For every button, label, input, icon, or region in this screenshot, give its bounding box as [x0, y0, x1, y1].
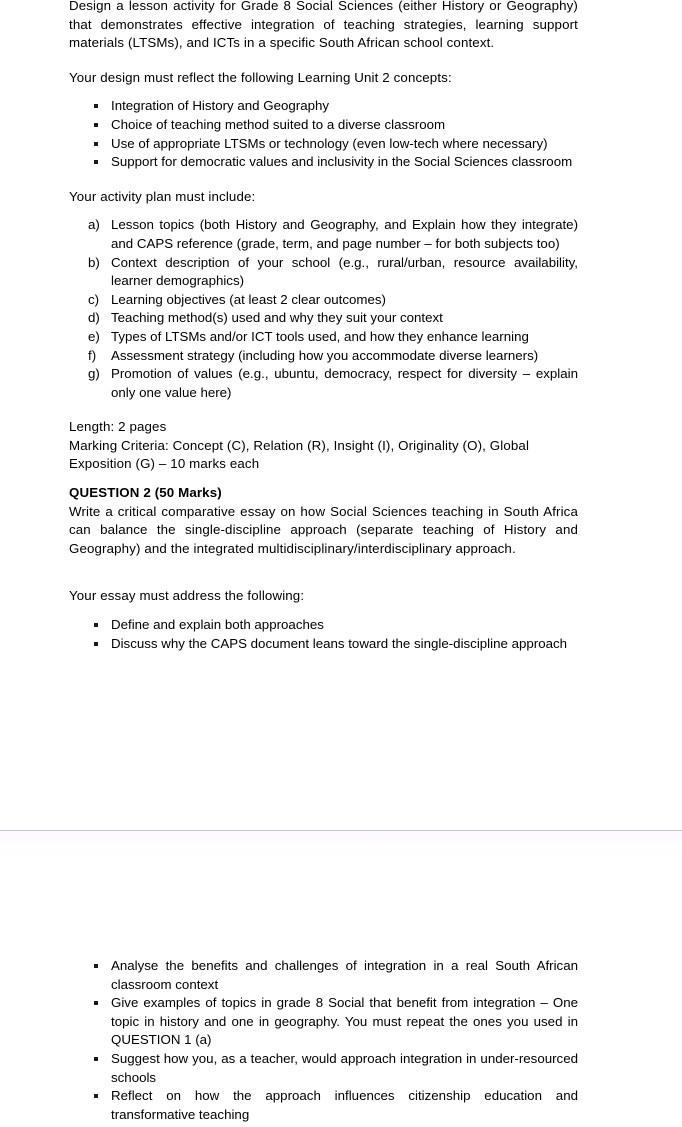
- list-item: [69, 347, 578, 366]
- marking-criteria-line: Marking Criteria: Concept (C), Relation (R), Insight (I), Originality (O), Global Exposition (G) – 10 marks each: [69, 437, 530, 472]
- bullet-square-icon: [94, 1057, 98, 1061]
- spacer: [69, 558, 578, 587]
- list-item: [69, 616, 578, 635]
- length-line: Length: 2 pages: [69, 419, 167, 435]
- essay-points-list: [69, 616, 578, 653]
- concepts-list: [69, 97, 578, 171]
- list-marker: c): [88, 291, 100, 307]
- plan-lead-in: Your activity plan must include:: [69, 188, 256, 204]
- activity-plan-list: [69, 216, 578, 402]
- list-item-label: Types of LTSMs and/or ICT tools used, and how they enhance learning: [111, 328, 529, 344]
- list-item-label: Integration of History and Geography: [111, 98, 330, 114]
- list-marker: b): [88, 254, 100, 270]
- bullet-square-icon: [94, 964, 98, 968]
- list-marker: a): [88, 217, 100, 233]
- list-item: [69, 116, 578, 135]
- spacer: [69, 857, 578, 957]
- spacer: [69, 606, 578, 616]
- list-item: [69, 365, 578, 402]
- bullet-square-icon: [94, 104, 98, 108]
- document-page-2: [0, 857, 682, 1122]
- list-item-label: Learning objectives (at least 2 clear outcomes): [111, 291, 386, 307]
- essay-lead-in: Your essay must address the following:: [69, 588, 305, 604]
- list-item: [69, 994, 578, 1050]
- spacer: [69, 206, 578, 216]
- list-item-label: Teaching method(s) used and why they suit your context: [111, 310, 443, 326]
- question-2-paragraph: Write a critical comparative essay on how Social Sciences teaching in South Africa can balance the single-discipline approach (separate teaching of History and Geography) and the integrated multidisciplinary/interdisciplinary approach.: [69, 503, 578, 556]
- intro-paragraph: Design a lesson activity for Grade 8 Social Sciences (either History or Geography) that demonstrates effective integration of teaching strategies, learning support materials (LTSMs), and ICTs in a specific South African school context.: [69, 0, 578, 51]
- bullet-square-icon: [94, 142, 98, 146]
- list-item: [69, 957, 578, 994]
- list-marker: d): [88, 310, 100, 326]
- list-item-label: Analyse the benefits and challenges of integration in a real South African classroom context: [111, 958, 578, 992]
- page-break-divider: [0, 830, 682, 831]
- bullet-square-icon: [94, 623, 98, 627]
- bullet-square-icon: [94, 1001, 98, 1005]
- list-item-label: Lesson topics (both History and Geography, and Explain how they integrate) and CAPS reference (grade, term, and page number – for both subjects too): [111, 217, 578, 251]
- spacer: [69, 474, 578, 484]
- spacer: [69, 172, 578, 188]
- bullet-square-icon: [94, 123, 98, 127]
- list-marker: f): [88, 347, 97, 363]
- page-break-shadow: [0, 831, 682, 857]
- essay-points-continued-list: [69, 957, 578, 1124]
- list-item-label: Discuss why the CAPS document leans toward the single-discipline approach: [111, 635, 568, 651]
- list-item: [69, 97, 578, 116]
- spacer: [69, 87, 578, 97]
- list-marker: e): [88, 328, 100, 344]
- spacer: [69, 53, 578, 69]
- list-item: [69, 216, 578, 253]
- list-item-label: Context description of your school (e.g., rural/urban, resource availability, learner demographics): [111, 254, 578, 289]
- list-item-label: Promotion of values (e.g., ubuntu, democracy, respect for diversity – explain only one value here): [111, 366, 578, 400]
- list-item-label: Give examples of topics in grade 8 Social that benefit from integration – One topic in history and one in geography. You must repeat the ones you used in QUESTION 1 (a): [111, 995, 578, 1048]
- list-item: [69, 254, 578, 291]
- list-item: [69, 153, 578, 172]
- spacer: [69, 402, 578, 418]
- list-item-label: Define and explain both approaches: [111, 617, 324, 633]
- list-item-label: Support for democratic values and inclusivity in the Social Sciences classroom: [111, 154, 573, 170]
- list-item: [69, 635, 578, 654]
- list-item-label: Assessment strategy (including how you accommodate diverse learners): [111, 347, 539, 363]
- list-item: [69, 1050, 578, 1087]
- list-item-label: Choice of teaching method suited to a diverse classroom: [111, 116, 446, 132]
- list-item-label: Reflect on how the approach influences citizenship education and transformative teaching: [111, 1088, 578, 1122]
- bullet-square-icon: [94, 642, 98, 646]
- list-item-label: Suggest how you, as a teacher, would approach integration in under-resourced schools: [111, 1050, 578, 1085]
- bullet-square-icon: [94, 160, 98, 164]
- list-item: [69, 328, 578, 347]
- list-item: [69, 1087, 578, 1124]
- list-item: [69, 309, 578, 328]
- list-item-label: Use of appropriate LTSMs or technology (even low-tech where necessary): [111, 135, 548, 151]
- concepts-lead-in: Your design must reflect the following Learning Unit 2 concepts:: [69, 69, 452, 85]
- list-item: [69, 291, 578, 310]
- list-item: [69, 135, 578, 154]
- question-2-heading: QUESTION 2 (50 Marks): [69, 485, 222, 501]
- bullet-square-icon: [94, 1094, 98, 1098]
- list-marker: g): [88, 366, 100, 382]
